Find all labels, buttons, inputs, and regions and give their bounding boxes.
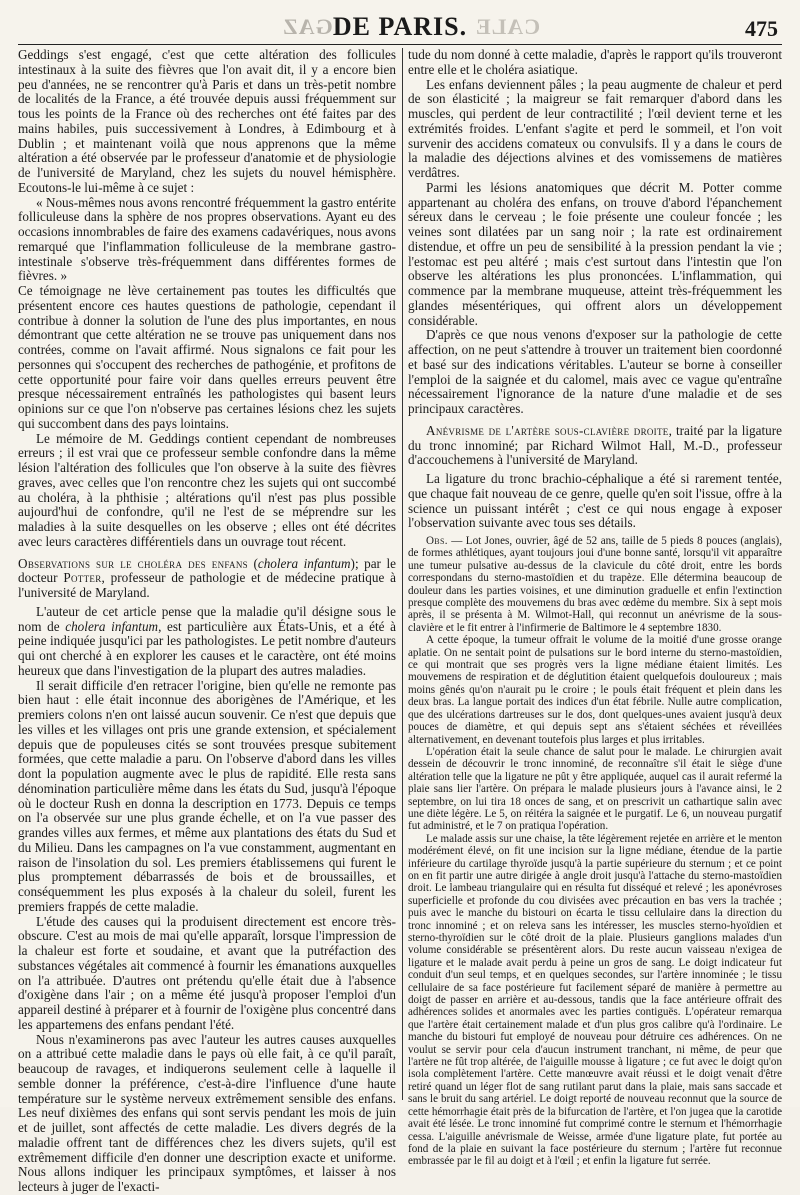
paragraph: D'après ce que nous venons d'exposer sur la pathologie de cette affection, on ne peut s'attendre à trouver un traitement bien coordonné et basé sur des indications véritables. L'auteur se borne à conseiller l'emploi de la saignée et du calomel, mais avec ce vague qu'entraîne nécessairement l'ignorance de la nature d'une maladie et de ses principaux caractères. (408, 327, 782, 416)
author-name: Potter (63, 570, 102, 586)
article-heading: Observations sur le choléra des enfans (cholera infantum); par le docteur Potter, professeur de pathologie et de médecine pratique à l'université de Maryland. (18, 555, 396, 600)
running-title: DE PARIS. (332, 12, 468, 41)
right-column (408, 47, 782, 1168)
bleed-through-text: GAZ (282, 14, 333, 39)
paragraph: L'étude des causes qui la produisent directement est encore très-obscure. C'est au mois de mai qu'elle apparaît, lorsque l'impression de la chaleur est forte et soudaine, et avant que la putréfaction des substances végétales ait commencé à fournir les émanations auxquelles on l'a attribuée. D'autres ont prétendu qu'elle était due à l'absence d'oxigène dans l'air ; on a même été jusqu'à proposer l'emploi d'un appareil destiné à préparer et à fournir de l'oxigène plus concentré dans les appartemens des enfans pendant l'été. (18, 913, 396, 1032)
bleed-through-text: CALE (475, 14, 541, 39)
paragraph: Geddings s'est engagé, c'est que cette altération des follicules intestinaux à la suite des fièvres que l'on avait dit, il y a encore bien peu d'années, ne se rencontrer qu'à Paris et dans un très-petit nombre de localités de la France, a été trouvée depuis aussi fréquemment sur tous les points de la France où des recherches ont été faites par des mains habiles, puis successivement à Londres, à Edimbourg et à Dublin ; et maintenant voilà que nous apprenons que la même altération a été observée par le professeur d'anatomie et de physiologie de l'université de Maryland, chez les sujets du nouvel hémisphère. Ecoutons-le lui-même à ce sujet : (18, 47, 396, 195)
heading-label: Anévrisme de l'artère sous-clavière droite (426, 422, 669, 438)
paragraph: La ligature du tronc brachio-céphalique a été si rarement tentée, que chaque fait nouveau de ce genre, quelle qu'en soit l'issue, offre à la science un puissant intérêt ; c'est ce qui nous engage à exposer l'observation suivante avec tous ses détails. (408, 471, 782, 531)
article-heading: Anévrisme de l'artère sous-clavière droite, traité par la ligature du tronc innominé; par Richard Wilmot Hall, M.-D., professeur d'accouchemens à l'université de Maryland. (408, 422, 782, 468)
header-rule (18, 44, 782, 45)
paragraph: Parmi les lésions anatomiques que décrit M. Potter comme appartenant au choléra des enfans, on trouve d'abord l'épanchement séreux dans le cerveau ; le foie présente une couleur foncée ; les veines sont dilatées par un sang noir ; la rate est ordinairement distendue, et offre un peu de sensibilité à la pression pendant la vie ; l'estomac est peu altéré ; mais c'est surtout dans l'intestin que l'on observe les altérations les plus prononcées. L'inflammation, qui commence par la membrane muqueuse, atteint très-fréquemment les glandes mésentériques, qui offrent alors un développement considérable. (408, 179, 782, 328)
heading-italic: cholera infantum (257, 555, 351, 571)
paragraph: Le mémoire de M. Geddings contient cependant de nombreuses erreurs ; il est vrai que ce professeur semble confondre dans la même lésion l'altération des follicules que l'on observe à la suite des fièvres graves, avec celles que l'on rencontre chez les sujets qui ont succombé au choléra, à la phthisie ; altérations qu'il n'est pas plus possible aujourd'hui de confondre, qu'il ne l'est de se méprendre sur les maladies à la suite desquelles on les observe ; elles ont été décrites avec leurs caractères différentiels dans un ouvrage tout récent. (18, 430, 396, 549)
paragraph: tude du nom donné à cette maladie, d'après le rapport qu'ils trouveront entre elle et le choléra asiatique. (408, 47, 782, 77)
left-column (18, 47, 396, 1194)
quotation: « Nous-mêmes nous avons rencontré fréquemment la gastro entérite folliculeuse dans la sphère de nos propres observations. Ayant eu des occasions innombrables de faire des examens cadavériques, nous avons remarqué que l'inflammation folliculeuse de la membrane gastro-intestinale s'observe très-fréquemment dans différentes formes de fièvres. » (18, 194, 396, 284)
observation-paragraph: Obs. — Lot Jones, ouvrier, âgé de 52 ans, taille de 5 pieds 8 pouces (anglais), de formes athlétiques, ayant toujours joui d'une bonne santé, lorsqu'il vit apparaître une tumeur pulsative au-dessus de la clavicule du côté droit, entre les bords correspondans du sterno-mastoïdien et du trapèze. Elle détermina beaucoup de douleur dans les parties voisines, et une diminution graduelle et enfin l'extinction presque complète des mouvemens du bras avec œdème du membre. Six à sept mois après, il se présenta à M. Wilmot-Hall, qui reconnut un anévrisme de la sous-clavière et le fit entrer à l'infirmerie de Baltimore le 4 septembre 1830. (408, 535, 782, 634)
obs-label: Obs. (426, 535, 448, 547)
page-header (0, 6, 800, 44)
page-number: 475 (745, 16, 778, 41)
observation-paragraph: A cette époque, la tumeur offrait le volume de la moitié d'une grosse orange aplatie. On ne sentait point de pulsations sur le bord interne du sterno-mastoïdien, ce qui montrait que ses progrès vers la ligne médiane étaient limités. Les mouvemens de respiration et de déglutition étaient quelquefois douloureux ; mais moins gênés qu'on n'aurait pu le croire ; le pouls était fréquent et plein dans les deux bras. La langue portait des indices d'un état fébrile. Nulle autre complication, que des ulcérations dartreuses sur le dos, dont quelques-unes avaient jusqu'à deux pouces de diamètre, et qui depuis sept ans s'étaient séchées et réveillées alternativement, en devenant toutefois plus larges et plus irritables. (408, 634, 782, 746)
paragraph: Nous n'examinerons pas avec l'auteur les autres causes auxquelles on a attribué cette maladie dans le pays où elle fait, à ce qu'il paraît, beaucoup de ravages, et indiquerons seulement celle à laquelle il semble donner la préférence, c'est-à-dire l'influence d'une haute température sur le système nerveux extrêmement sensible des enfans. Les neuf dixièmes des enfans qui sont servis pendant les mois de juin et de juillet, sont affectés de cette maladie. Les divers degrés de la maladie offrent tant de différences chez les divers sujets, qu'il est extrêmement difficile d'en donner une description exacte et uniforme. Nous allons indiquer les principaux symptômes, et laisser à nos lecteurs à juger de l'exacti- (18, 1031, 396, 1194)
observation-block (408, 535, 782, 1168)
observation-paragraph: L'opération était la seule chance de salut pour le malade. Le chirurgien avait dessein de découvrir le tronc innominé, de reconnaître s'il était le siège d'une altération telle que la ligature ne pût y être appliquée, auquel cas il aurait refermé la plaie sans lier l'artère. On prépara le malade plusieurs jours à l'avance ainsi, le 2 septembre, on lui tira 18 onces de sang, et on prescrivit un cathartique salin avec une diète légère. Le 5, on réitéra la saignée et le purgatif. Le 6, un nouveau purgatif fut administré, et le 7 on pratiqua l'opération. (408, 745, 782, 833)
heading-label: Observations sur le choléra des enfans (18, 555, 248, 571)
paragraph: Il serait difficile d'en retracer l'origine, bien qu'elle ne remonte pas bien haut : elle était inconnue des aborigènes de l'Amérique, et les premiers colons n'en ont laissé aucun souvenir. Ce n'est que depuis que les villes et les villages ont pris une grande extension, et spécialement depuis que de populeuses cités se sont trouvées presque subitement formées, que cette maladie a paru. On l'observe d'abord dans les villes dont la population augmente avec le plus de rapidité. Elle resta sans dénomination particulière même dans les états du Sud, jusqu'à l'époque où le docteur Rush en donna la description en 1773. Depuis ce temps on l'a observée sur une plus grande échelle, et on l'a vue passer des grandes villes aux fermes, et même aux plantations des états du Sud et du Milieu. Dans les campagnes on l'a vue constamment, augmentant en raison de l'insolation du sol. Les premiers établissemens qui furent le plus promptement débarrassés de bois et de broussailles, et conséquemment les plus exposés à la chaleur du soleil, furent les premiers frappés de cette maladie. (18, 677, 396, 914)
column-divider (402, 48, 403, 1100)
observation-paragraph: Le malade assis sur une chaise, la tête légèrement rejetée en arrière et le menton modérément élevé, on fit une incision sur la ligne médiane, étendue de la partie inférieure du cartilage thyroïde jusqu'à la partie supérieure du sternum ; et ce point on en fit partir une autre dirigée à angle droit jusqu'à l'attache du sterno-mastoïdien droit. Le lambeau triangulaire qui en résulta fut disséqué et relevé ; les aponévroses superficielle et profonde du cou divisées avec précaution en bas vers la trachée ; puis avec le manche du bistouri on écarta le tissu cellulaire dans la direction du tronc innominé ; et on releva sans les intéresser, les muscles sterno-hyoïdien et sterno-thyroïdien sur le côté droit de la plaie. Plusieurs ganglions malades d'un volume considérable se présentèrent alors. Du reste aucun vaisseau n'exigea de ligature et le malade avait perdu à peine un gros de sang. Le doigt indicateur fut conduit d'un seul temps, et en quelques secondes, sur l'artère innominée ; le tissu cellulaire de sa face postérieure fut facilement séparé de manière à permettre au doigt de passer en arrière et au-dessous, tandis que la face antérieure offrait des adhérences solides et anormales avec les parties contiguës. L'opérateur remarqua que l'artère était certainement malade et d'un plus gros calibre qu'à l'ordinaire. Le manche du bistouri fut employé de nouveau pour détruire ces adhérences. On ne voulut se servir pour cela d'aucun instrument tranchant, ni même, de peur que l'artère ne fût trop altérée, de l'aiguille mousse à ligature ; ce fut avec le doigt qu'on isola complètement l'artère. Cette manœuvre avait réussi et le doigt venait d'être retiré quand un léger flot de sang rutilant parut dans la plaie, mais sans saccade et sans le bruit du sang artériel. Le doigt reporté de nouveau reconnut que la source de cette hémorrhagie était près de la bifurcation de l'artère, et l'on jugea que la carotide avait été lésée. Le tronc innominé fut comprimé contre le sternum et l'hémorrhagie cessa. L'aiguille anévrismale de Weisse, armée d'une ligature plate, fut portée au fond de la plaie en suivant la face postérieure du sternum ; l'artère fut reconnue embrassée par le fil au doigt et à l'œil ; et enfin la ligature fut serrée. (408, 832, 782, 1168)
paragraph: Les enfans deviennent pâles ; la peau augmente de chaleur et perd de son élasticité ; la maigreur se fait remarquer d'abord dans les muscles, qui perdent de leur contractilité ; l'œil devient terne et les extrémités froides. L'enfant s'agite et perd le sommeil, et l'on voit survenir des accidens comateux ou convulsifs. Il y a dans le cours de la maladie des déjections alvines et des vomissemens de matières verdâtres. (408, 76, 782, 180)
paragraph: Ce témoignage ne lève certainement pas toutes les difficultés que présentent encore ces hautes questions de pathologie, cependant il contribue à donner la solution de l'une des plus importantes, en nous démontrant que cette altération ne se trouve pas uniquement dans nos contrées, comme on l'avait affirmé. Nous signalons ce fait pour les personnes qui s'occupent des recherches de pathogénie, et profitons de cette opportunité pour faire voir dans quelles erreurs peuvent être presque nécessairement entraînés les pathologistes qui basent leurs opinions sur ce que l'on n'observe pas certaines lésions chez les sujets qui succombent dans des pays lointains. (18, 283, 396, 431)
paragraph: L'auteur de cet article pense que la maladie qu'il désigne sous le nom de cholera infantum, est particulière aux États-Unis, et a été à peine indiquée jusqu'ici par les pathologistes. Le petit nombre d'auteurs qui ont cherché à en explorer les causes et le caractère, ont été moins heureux que dans l'investigation de la plupart des autres maladies. (18, 603, 396, 678)
